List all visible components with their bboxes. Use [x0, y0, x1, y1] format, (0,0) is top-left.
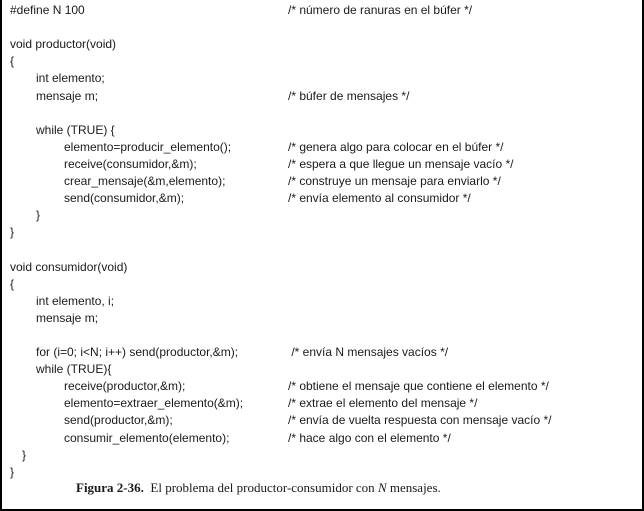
figure-caption	[76, 480, 441, 496]
code-line	[2, 361, 642, 378]
code-line	[2, 464, 642, 481]
code-line	[2, 122, 642, 139]
code-text: }	[10, 464, 15, 479]
caption-label: Figura 2-36.	[76, 480, 144, 495]
code-comment: /* envía N mensajes vacíos */	[288, 345, 449, 359]
code-comment: /* número de ranuras en el búfer */	[288, 3, 473, 17]
code-line	[2, 241, 642, 258]
code-line	[2, 378, 642, 395]
caption-italic-n: N	[377, 480, 387, 495]
code-line	[2, 344, 642, 361]
code-line	[2, 36, 642, 53]
code-line	[2, 447, 642, 464]
code-line	[2, 190, 642, 207]
code-text: void consumidor(void)	[10, 259, 128, 274]
code-text: crear_mensaje(&m,elemento);	[64, 174, 226, 188]
code-comment: /* construye un mensaje para enviarlo */	[288, 174, 501, 188]
code-comment: /* búfer de mensajes */	[288, 88, 410, 103]
code-comment: /* espera a que llegue un mensaje vacío */	[288, 156, 514, 171]
code-line	[2, 70, 642, 87]
code-text: #define N 100	[10, 3, 85, 17]
code-comment: /* envía de vuelta respuesta con mensaje vacío */	[288, 413, 552, 428]
code-text: elemento=producir_elemento();	[64, 139, 232, 154]
code-text: while (TRUE) {	[36, 122, 115, 137]
code-text: }	[36, 208, 41, 223]
code-text: {	[10, 276, 15, 291]
caption-text-end: mensajes.	[386, 480, 441, 495]
code-line	[2, 412, 642, 429]
code-text: void productor(void)	[10, 37, 117, 52]
code-line	[2, 327, 642, 344]
code-line	[2, 293, 642, 310]
code-text: send(productor,&m);	[64, 413, 173, 428]
code-line	[2, 88, 642, 105]
code-text: int elemento, i;	[36, 293, 115, 308]
code-line	[2, 19, 642, 36]
code-text: }	[22, 447, 27, 462]
code-line	[2, 207, 642, 224]
code-line	[2, 105, 642, 122]
code-comment: /* genera algo para colocar en el búfer */	[288, 139, 504, 154]
code-line	[2, 430, 642, 447]
caption-text: El problema del productor-consumidor con	[143, 480, 378, 495]
code-text: mensaje m;	[36, 88, 99, 103]
code-text: receive(consumidor,&m);	[64, 156, 197, 171]
code-comment: /* hace algo con el elemento */	[288, 430, 451, 445]
code-text: while (TRUE){	[36, 362, 112, 377]
code-line	[2, 173, 642, 190]
code-comment: /* envía elemento al consumidor */	[288, 191, 471, 206]
code-text: {	[10, 54, 15, 69]
code-comment: /* obtiene el mensaje que contiene el elemento */	[288, 379, 549, 394]
code-text: send(consumidor,&m);	[64, 191, 185, 206]
code-comment: /* extrae el elemento del mensaje */	[288, 396, 478, 411]
code-text: mensaje m;	[36, 310, 99, 325]
code-line	[2, 2, 642, 19]
code-line	[2, 156, 642, 173]
code-line	[2, 259, 642, 276]
code-line	[2, 139, 642, 156]
code-text: int elemento;	[36, 71, 105, 86]
code-text: for (i=0; i<N; i++) send(productor,&m);	[36, 345, 239, 359]
code-line	[2, 276, 642, 293]
code-line	[2, 395, 642, 412]
code-text: consumir_elemento(elemento);	[64, 430, 230, 445]
code-text: receive(productor,&m);	[64, 379, 186, 394]
code-text: }	[10, 225, 15, 240]
code-text: elemento=extraer_elemento(&m);	[64, 396, 244, 411]
code-line	[2, 224, 642, 241]
code-line	[2, 310, 642, 327]
code-line	[2, 53, 642, 70]
